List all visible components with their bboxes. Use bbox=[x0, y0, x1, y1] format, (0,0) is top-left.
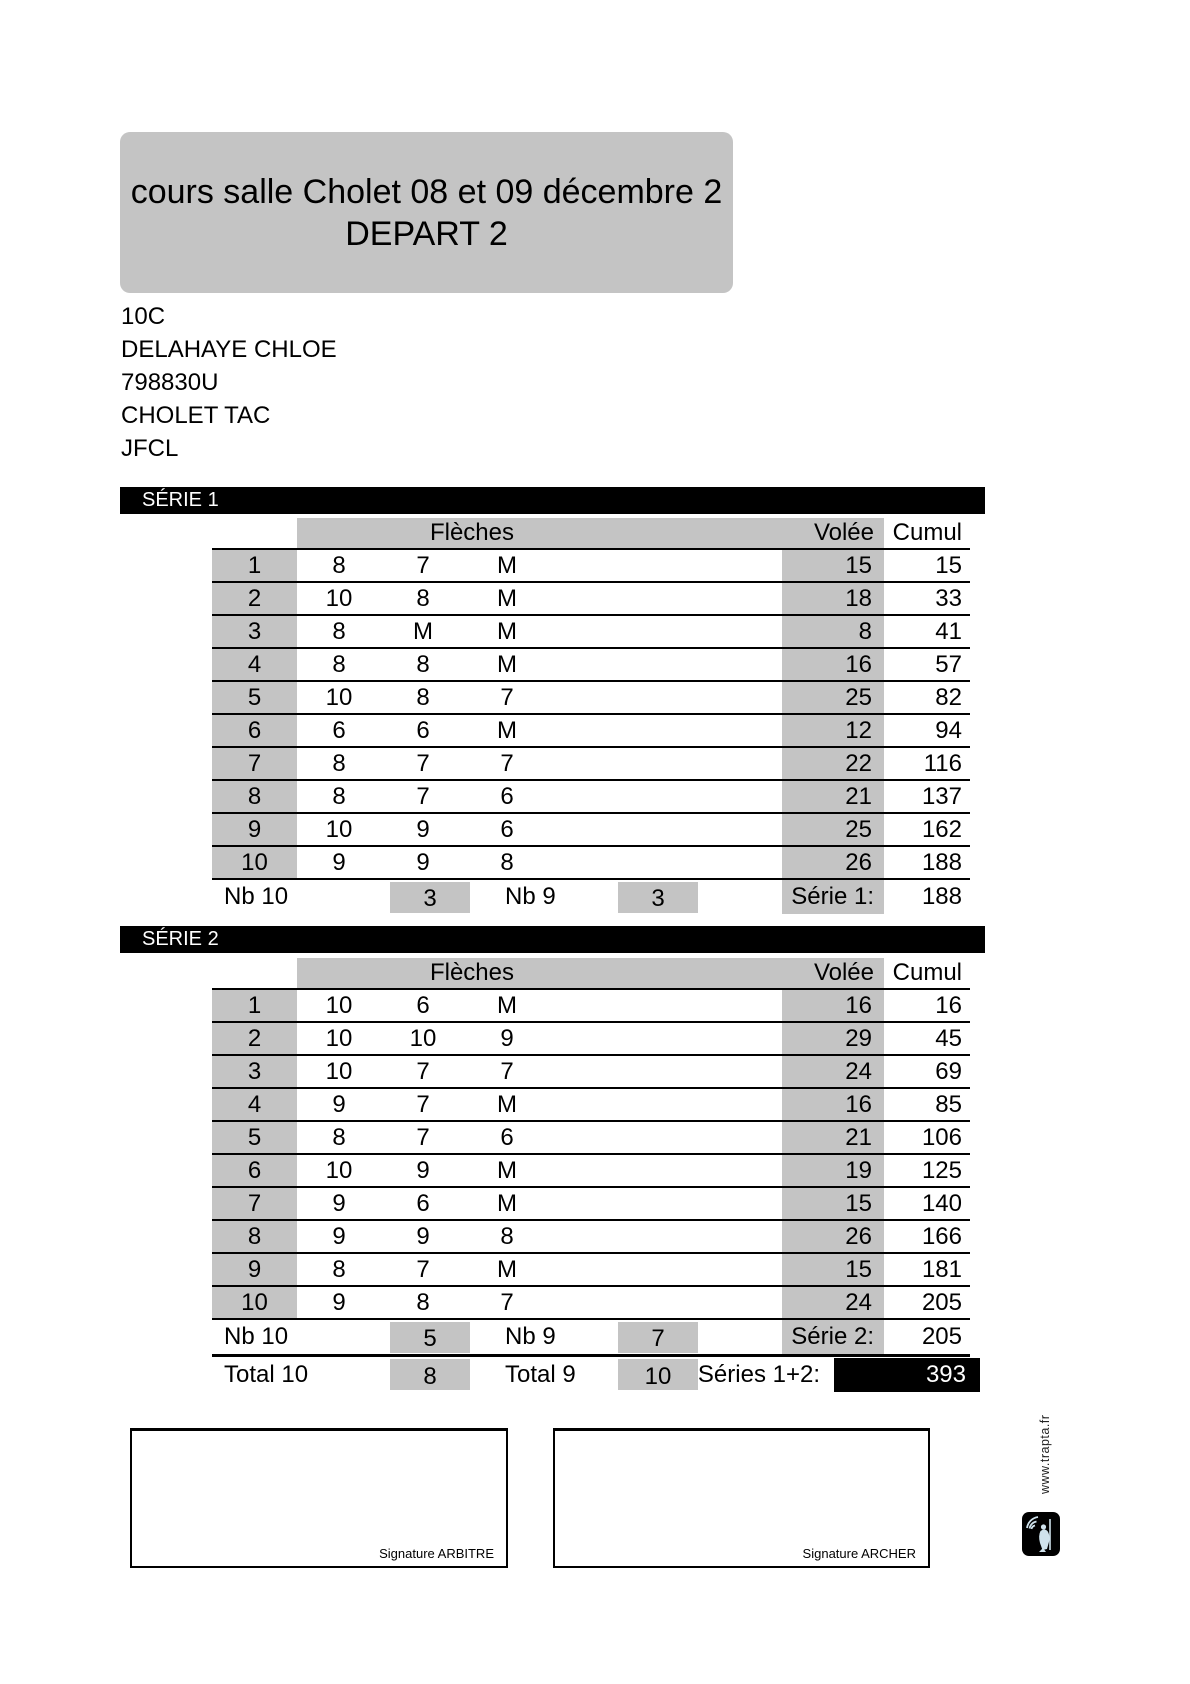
arrow3-cell: 7 bbox=[500, 750, 514, 777]
row-spacer bbox=[549, 1023, 782, 1054]
arrow2-cell: 9 bbox=[416, 816, 430, 843]
cumulative-total-cell: 85 bbox=[935, 1091, 962, 1118]
volley-total-cell: 12 bbox=[782, 715, 884, 746]
column-header-fleches: Flèches bbox=[429, 519, 515, 546]
score-row bbox=[212, 990, 970, 1023]
arrow3-cell: 6 bbox=[500, 1124, 514, 1151]
arrow2-cell: 7 bbox=[416, 1091, 430, 1118]
arrow2-cell: 7 bbox=[416, 1124, 430, 1151]
serie1-banner-label: SÉRIE 1 bbox=[142, 489, 219, 511]
volley-total-cell: 25 bbox=[782, 814, 884, 845]
volley-total-cell: 26 bbox=[782, 1221, 884, 1252]
serie2-rows bbox=[212, 990, 970, 1320]
volley-number-cell: 1 bbox=[212, 990, 297, 1021]
volley-number-cell: 4 bbox=[212, 1089, 297, 1120]
referee-signature-label: Signature ARBITRE bbox=[379, 1546, 494, 1561]
cumulative-total-cell: 106 bbox=[921, 1124, 962, 1151]
score-row bbox=[212, 583, 970, 616]
arrow1-cell: 8 bbox=[332, 783, 346, 810]
total10-label: Total 10 bbox=[224, 1361, 309, 1388]
arrow1-cell: 8 bbox=[332, 1124, 346, 1151]
volley-total-cell: 25 bbox=[782, 682, 884, 713]
cumulative-total-cell: 116 bbox=[923, 750, 962, 777]
row-spacer bbox=[549, 616, 782, 647]
row-spacer bbox=[549, 748, 782, 779]
arrow2-cell: 8 bbox=[416, 585, 430, 612]
arrow3-cell: 7 bbox=[500, 1289, 514, 1316]
arrow2-cell: 8 bbox=[416, 651, 430, 678]
row-spacer bbox=[549, 1155, 782, 1186]
arrow1-cell: 10 bbox=[325, 992, 353, 1019]
arrow1-cell: 10 bbox=[325, 816, 353, 843]
row-spacer bbox=[549, 682, 782, 713]
volley-total-cell: 16 bbox=[782, 1089, 884, 1120]
cumulative-total-cell: 205 bbox=[921, 1289, 962, 1316]
arrow3-cell: 6 bbox=[500, 816, 514, 843]
cumulative-total-cell: 162 bbox=[921, 816, 962, 843]
volley-total-cell: 19 bbox=[782, 1155, 884, 1186]
volley-number-cell: 9 bbox=[212, 1254, 297, 1285]
score-row bbox=[212, 781, 970, 814]
cumulative-total-cell: 45 bbox=[935, 1025, 962, 1052]
cumulative-total-cell: 125 bbox=[921, 1157, 962, 1184]
arrow2-cell: 7 bbox=[416, 552, 430, 579]
trapta-website-url: www.trapta.fr bbox=[1038, 1414, 1052, 1494]
row-spacer bbox=[549, 847, 782, 878]
arrow1-cell: 10 bbox=[325, 585, 353, 612]
score-row bbox=[212, 1188, 970, 1221]
row-spacer bbox=[549, 990, 782, 1021]
score-row bbox=[212, 1023, 970, 1056]
arrow2-cell: 7 bbox=[416, 1058, 430, 1085]
club-name: CHOLET TAC bbox=[121, 402, 271, 429]
serie1-table-header bbox=[212, 518, 970, 550]
serie2-counts-row bbox=[212, 1320, 970, 1354]
volley-total-cell: 24 bbox=[782, 1287, 884, 1318]
volley-total-cell: 15 bbox=[782, 550, 884, 581]
score-row bbox=[212, 748, 970, 781]
row-spacer bbox=[549, 1188, 782, 1219]
arrow2-cell: 9 bbox=[416, 1157, 430, 1184]
serie2-total-label: Série 2: bbox=[782, 1320, 884, 1354]
column-header-volee: Volée bbox=[813, 519, 874, 546]
arrow3-cell: 7 bbox=[500, 684, 514, 711]
volley-number-cell: 10 bbox=[212, 847, 297, 878]
cumulative-total-cell: 16 bbox=[935, 992, 962, 1019]
nb9-count: 3 bbox=[618, 882, 698, 913]
series-sum-label: Séries 1+2: bbox=[697, 1361, 820, 1388]
nb10-count: 5 bbox=[390, 1322, 470, 1353]
arrow2-cell: M bbox=[413, 618, 433, 645]
grand-total-row bbox=[212, 1354, 970, 1394]
score-row bbox=[212, 814, 970, 847]
arrow1-cell: 9 bbox=[332, 1289, 346, 1316]
volley-total-cell: 16 bbox=[782, 649, 884, 680]
archer-info-block bbox=[121, 300, 337, 465]
volley-number-cell: 7 bbox=[212, 748, 297, 779]
row-spacer bbox=[549, 1122, 782, 1153]
volley-total-cell: 8 bbox=[782, 616, 884, 647]
arrow2-cell: 7 bbox=[416, 1256, 430, 1283]
score-row bbox=[212, 715, 970, 748]
volley-number-cell: 5 bbox=[212, 1122, 297, 1153]
score-row bbox=[212, 1287, 970, 1320]
licence-number: 798830U bbox=[121, 369, 219, 396]
column-header-cumul: Cumul bbox=[892, 959, 962, 986]
row-spacer bbox=[549, 649, 782, 680]
score-row bbox=[212, 1122, 970, 1155]
arrow3-cell: M bbox=[497, 618, 517, 645]
row-spacer bbox=[549, 583, 782, 614]
score-row bbox=[212, 1089, 970, 1122]
volley-number-cell: 1 bbox=[212, 550, 297, 581]
cumulative-total-cell: 188 bbox=[921, 849, 962, 876]
cumulative-total-cell: 57 bbox=[935, 651, 962, 678]
arrow1-cell: 10 bbox=[325, 1157, 353, 1184]
volley-number-cell: 3 bbox=[212, 1056, 297, 1087]
cumulative-total-cell: 69 bbox=[935, 1058, 962, 1085]
arrow3-cell: M bbox=[497, 1190, 517, 1217]
depart-label: DEPART 2 bbox=[345, 214, 508, 253]
serie2-banner bbox=[120, 926, 985, 953]
volley-total-cell: 21 bbox=[782, 1122, 884, 1153]
serie2-table-header bbox=[212, 958, 970, 990]
cumulative-total-cell: 94 bbox=[935, 717, 962, 744]
column-header-fleches: Flèches bbox=[429, 959, 515, 986]
arrow3-cell: 6 bbox=[500, 783, 514, 810]
cumulative-total-cell: 140 bbox=[921, 1190, 962, 1217]
cumulative-total-cell: 137 bbox=[921, 783, 962, 810]
referee-signature-box bbox=[130, 1428, 508, 1568]
arrow1-cell: 10 bbox=[325, 1058, 353, 1085]
total9-label: Total 9 bbox=[505, 1361, 576, 1388]
arrow2-cell: 6 bbox=[416, 717, 430, 744]
series-sum-value: 393 bbox=[834, 1358, 980, 1392]
volley-number-cell: 10 bbox=[212, 1287, 297, 1318]
arrow3-cell: 8 bbox=[500, 1223, 514, 1250]
serie1-total-label: Série 1: bbox=[782, 880, 884, 914]
arrow3-cell: 9 bbox=[500, 1025, 514, 1052]
arrow2-cell: 7 bbox=[416, 750, 430, 777]
serie2-total-value: 205 bbox=[921, 1323, 962, 1350]
arrow2-cell: 8 bbox=[416, 684, 430, 711]
volley-total-cell: 15 bbox=[782, 1188, 884, 1219]
row-spacer bbox=[549, 1056, 782, 1087]
row-spacer bbox=[549, 1089, 782, 1120]
serie1-counts-row bbox=[212, 880, 970, 914]
trapta-logo-icon bbox=[1022, 1512, 1060, 1561]
cumulative-total-cell: 41 bbox=[935, 618, 962, 645]
arrow2-cell: 9 bbox=[416, 1223, 430, 1250]
nb9-count: 7 bbox=[618, 1322, 698, 1353]
arrow3-cell: M bbox=[497, 1091, 517, 1118]
row-spacer bbox=[549, 1221, 782, 1252]
score-row bbox=[212, 1254, 970, 1287]
volley-number-cell: 2 bbox=[212, 1023, 297, 1054]
arrow1-cell: 9 bbox=[332, 849, 346, 876]
target-code: 10C bbox=[121, 303, 166, 330]
arrow3-cell: M bbox=[497, 552, 517, 579]
arrow1-cell: 8 bbox=[332, 552, 346, 579]
score-row bbox=[212, 1155, 970, 1188]
arrow1-cell: 8 bbox=[332, 651, 346, 678]
arrow2-cell: 6 bbox=[416, 992, 430, 1019]
volley-number-cell: 8 bbox=[212, 781, 297, 812]
volley-total-cell: 26 bbox=[782, 847, 884, 878]
arrow3-cell: M bbox=[497, 1256, 517, 1283]
nb9-label: Nb 9 bbox=[505, 1323, 556, 1350]
volley-total-cell: 18 bbox=[782, 583, 884, 614]
row-spacer bbox=[549, 781, 782, 812]
score-row bbox=[212, 550, 970, 583]
category-code: JFCL bbox=[121, 435, 179, 462]
volley-number-cell: 7 bbox=[212, 1188, 297, 1219]
arrow1-cell: 9 bbox=[332, 1190, 346, 1217]
cumulative-total-cell: 82 bbox=[935, 684, 962, 711]
volley-number-cell: 4 bbox=[212, 649, 297, 680]
score-row bbox=[212, 649, 970, 682]
arrow3-cell: M bbox=[497, 585, 517, 612]
volley-number-cell: 6 bbox=[212, 715, 297, 746]
row-spacer bbox=[549, 550, 782, 581]
arrow2-cell: 8 bbox=[416, 1289, 430, 1316]
cumulative-total-cell: 166 bbox=[921, 1223, 962, 1250]
volley-number-cell: 8 bbox=[212, 1221, 297, 1252]
cumulative-total-cell: 181 bbox=[921, 1256, 962, 1283]
arrow3-cell: M bbox=[497, 717, 517, 744]
nb10-label: Nb 10 bbox=[224, 1323, 289, 1350]
serie1-banner bbox=[120, 487, 985, 514]
volley-number-cell: 5 bbox=[212, 682, 297, 713]
volley-total-cell: 24 bbox=[782, 1056, 884, 1087]
arrow1-cell: 8 bbox=[332, 750, 346, 777]
score-row bbox=[212, 616, 970, 649]
cumulative-total-cell: 33 bbox=[935, 585, 962, 612]
serie1-rows bbox=[212, 550, 970, 880]
arrow2-cell: 9 bbox=[416, 849, 430, 876]
row-spacer bbox=[549, 814, 782, 845]
score-row bbox=[212, 847, 970, 880]
serie1-table bbox=[212, 518, 970, 914]
archer-signature-box bbox=[553, 1428, 930, 1568]
total10-count: 8 bbox=[390, 1359, 470, 1390]
row-spacer bbox=[549, 1254, 782, 1285]
archer-name: DELAHAYE CHLOE bbox=[121, 336, 337, 363]
volley-total-cell: 15 bbox=[782, 1254, 884, 1285]
serie2-table bbox=[212, 958, 970, 1394]
score-row bbox=[212, 682, 970, 715]
nb10-count: 3 bbox=[390, 882, 470, 913]
row-spacer bbox=[549, 715, 782, 746]
arrow3-cell: M bbox=[497, 1157, 517, 1184]
arrow3-cell: M bbox=[497, 992, 517, 1019]
volley-number-cell: 9 bbox=[212, 814, 297, 845]
arrow1-cell: 10 bbox=[325, 684, 353, 711]
volley-total-cell: 21 bbox=[782, 781, 884, 812]
score-row bbox=[212, 1056, 970, 1089]
volley-number-cell: 2 bbox=[212, 583, 297, 614]
column-header-volee: Volée bbox=[813, 959, 874, 986]
arrow1-cell: 9 bbox=[332, 1091, 346, 1118]
total9-count: 10 bbox=[618, 1359, 698, 1390]
competition-title-box bbox=[120, 132, 733, 293]
competition-title: cours salle Cholet 08 et 09 décembre 2 bbox=[130, 172, 723, 211]
arrow2-cell: 10 bbox=[409, 1025, 437, 1052]
serie1-total-value: 188 bbox=[921, 883, 962, 910]
nb10-label: Nb 10 bbox=[224, 883, 289, 910]
volley-total-cell: 29 bbox=[782, 1023, 884, 1054]
arrow3-cell: M bbox=[497, 651, 517, 678]
header-gray-band bbox=[297, 518, 884, 548]
arrow1-cell: 8 bbox=[332, 618, 346, 645]
nb9-label: Nb 9 bbox=[505, 883, 556, 910]
score-row bbox=[212, 1221, 970, 1254]
cumulative-total-cell: 15 bbox=[935, 552, 962, 579]
header-gray-band bbox=[297, 958, 884, 988]
arrow2-cell: 7 bbox=[416, 783, 430, 810]
serie2-banner-label: SÉRIE 2 bbox=[142, 928, 219, 950]
arrow2-cell: 6 bbox=[416, 1190, 430, 1217]
arrow3-cell: 8 bbox=[500, 849, 514, 876]
arrow1-cell: 8 bbox=[332, 1256, 346, 1283]
volley-total-cell: 16 bbox=[782, 990, 884, 1021]
arrow1-cell: 10 bbox=[325, 1025, 353, 1052]
arrow1-cell: 6 bbox=[332, 717, 346, 744]
volley-number-cell: 6 bbox=[212, 1155, 297, 1186]
volley-total-cell: 22 bbox=[782, 748, 884, 779]
volley-number-cell: 3 bbox=[212, 616, 297, 647]
arrow3-cell: 7 bbox=[500, 1058, 514, 1085]
row-spacer bbox=[549, 1287, 782, 1318]
arrow1-cell: 9 bbox=[332, 1223, 346, 1250]
column-header-cumul: Cumul bbox=[892, 519, 962, 546]
archer-signature-label: Signature ARCHER bbox=[802, 1546, 916, 1561]
